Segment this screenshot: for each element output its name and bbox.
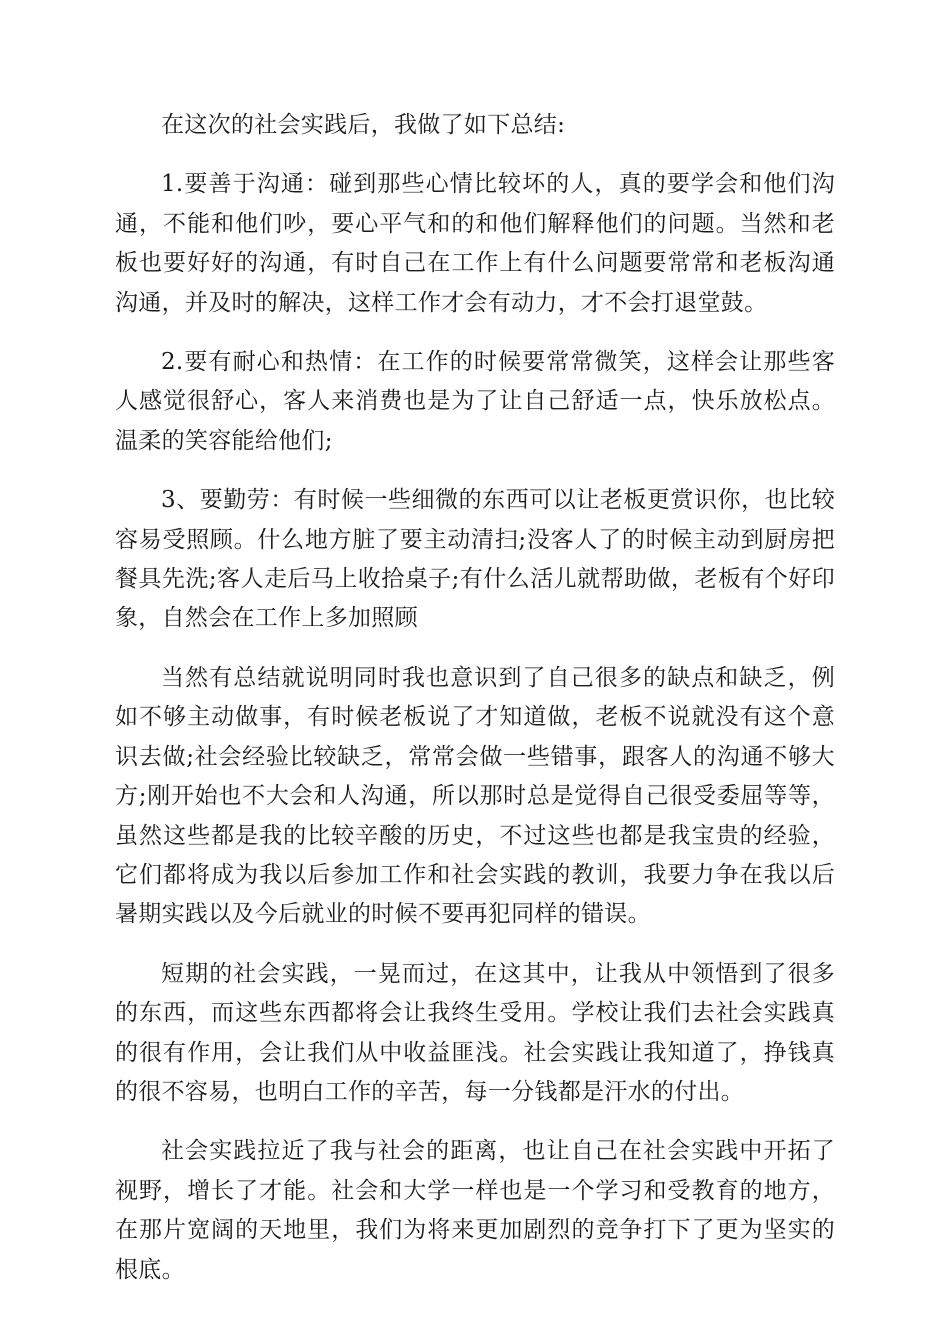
paragraph-short-practice: 短期的社会实践，一晃而过，在这其中，让我从中领悟到了很多的东西，而这些东西都将会让我终生受用。学校让我们去社会实践真的很有作用，会让我们从中收益匪浅。社会实践让我知道了，挣钱真的很不容易，也明白工作的辛苦，每一分钱都是汗水的付出。 — [115, 960, 835, 1105]
paragraph-communication: 1.要善于沟通：碰到那些心情比较坏的人，真的要学会和他们沟通，不能和他们吵，要心平气和的和他们解释他们的问题。当然和老板也要好好的沟通，有时自己在工作上有什么问题要常常和老板沟通沟通，并及时的解决，这样工作才会有动力，才不会打退堂鼓。 — [115, 171, 835, 316]
paragraph-intro: 在这次的社会实践后，我做了如下总结: — [161, 112, 566, 138]
paragraph-patience: 2.要有耐心和热情：在工作的时候要常常微笑，这样会让那些客人感觉很舒心，客人来消费也是为了让自己舒适一点，快乐放松点。温柔的笑容能给他们; — [115, 349, 835, 454]
paragraph-shortcomings: 当然有总结就说明同时我也意识到了自己很多的缺点和缺乏，例如不够主动做事，有时候老板说了才知道做，老板不说就没有这个意识去做;社会经验比较缺乏，常常会做一些错事，跟客人的沟通不够大方;刚开始也不大会和人沟通，所以那时总是觉得自己很受委屈等等，虽然这些都是我的比较辛酸的历史，不过这些也都是我宝贵的经验，它们都将成为我以后参加工作和社会实践的教训，我要力争在我以后暑期实践以及今后就业的时候不要再犯同样的错误。 — [115, 664, 835, 928]
document-body — [115, 106, 835, 1310]
paragraph-conclusion: 社会实践拉近了我与社会的距离，也让自己在社会实践中开拓了视野，增长了才能。社会和大学一样也是一个学习和受教育的地方，在那片宽阔的天地里，我们为将来更加剧烈的竞争打下了更为坚实的根底。 — [115, 1138, 835, 1283]
paragraph-diligence: 3、要勤劳：有时候一些细微的东西可以让老板更赏识你，也比较容易受照顾。什么地方脏了要主动清扫;没客人了的时候主动到厨房把餐具先洗;客人走后马上收拾桌子;有什么活儿就帮助做，老板有个好印象，自然会在工作上多加照顾 — [115, 487, 835, 632]
